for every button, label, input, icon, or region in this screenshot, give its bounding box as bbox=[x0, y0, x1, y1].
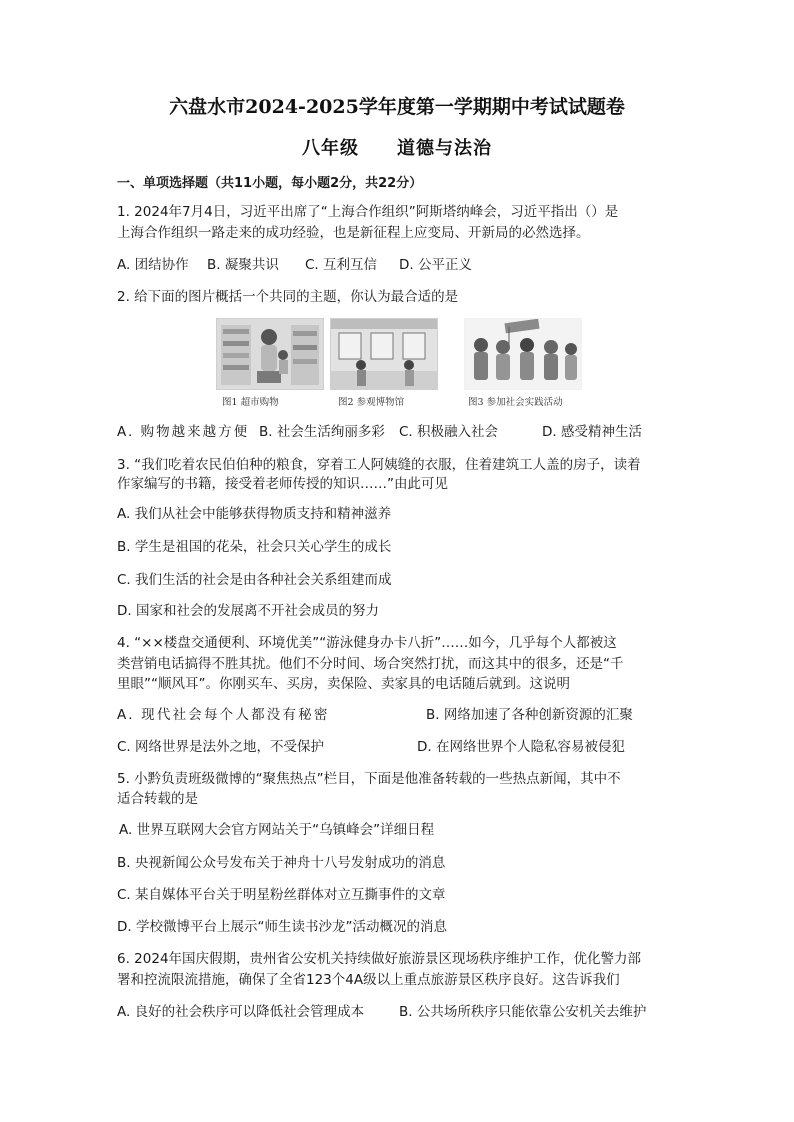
q6-option-b: B. 公共场所秩序只能依靠公安机关去维护 bbox=[399, 1004, 647, 1020]
grade-label: 八年级 bbox=[302, 138, 359, 159]
caption-figure-2: 图2 参观博物馆 bbox=[338, 397, 405, 408]
q4-line1: 4. “××楼盘交通便利、环境优美”“游泳健身办卡八折”……如今，几乎每个人都被这 bbox=[117, 635, 617, 651]
q2-figure-group bbox=[212, 318, 592, 410]
supermarket-image bbox=[216, 318, 324, 390]
q3-option-b: B. 学生是祖国的花朵，社会只关心学生的成长 bbox=[117, 539, 392, 555]
q5-line1: 5. 小黔负责班级微博的“聚焦热点”栏目，下面是他准备转载的一些热点新闻，其中不 bbox=[117, 771, 621, 787]
q2-option-d: D. 感受精神生活 bbox=[542, 424, 642, 440]
q1-line2: 上海合作组织一路走来的成功经验，也是新征程上应变局、开新局的必然选择。 bbox=[117, 225, 590, 241]
subject-label: 道德与法治 bbox=[397, 138, 492, 159]
social-practice-image bbox=[464, 318, 582, 390]
q5-option-b: B. 央视新闻公众号发布关于神舟十八号发射成功的消息 bbox=[117, 855, 446, 871]
q2-option-a: A. 购物越来越方便 bbox=[117, 424, 250, 440]
q2-line1: 2. 给下面的图片概括一个共同的主题，你认为最合适的是 bbox=[117, 289, 459, 305]
q1-option-a: A. 团结协作 bbox=[117, 257, 189, 273]
q4-line3: 里眼”“顺风耳”。你刚买车、买房，卖保险、卖家具的电话随后就到。这说明 bbox=[117, 676, 570, 692]
q2-option-b: B. 社会生活绚丽多彩 bbox=[259, 424, 385, 440]
q5-option-d: D. 学校微博平台上展示“师生读书沙龙”活动概况的消息 bbox=[117, 919, 447, 935]
q3-line1: 3. “我们吃着农民伯伯种的粮食，穿着工人阿姨缝的衣服，住着建筑工人盖的房子，读着 bbox=[117, 457, 641, 473]
q4-option-b: B. 网络加速了各种创新资源的汇聚 bbox=[426, 707, 633, 723]
q3-option-a: A. 我们从社会中能够获得物质支持和精神滋养 bbox=[117, 506, 392, 522]
caption-figure-3: 图3 参加社会实践活动 bbox=[468, 397, 563, 408]
q4-line2: 类营销电话搞得不胜其扰。他们不分时间、场合突然打扰，而这其中的很多，还是“千 bbox=[117, 656, 624, 672]
q3-option-c: C. 我们生活的社会是由各种社会关系组建而成 bbox=[117, 572, 392, 588]
q4-option-c: C. 网络世界是法外之地，不受保护 bbox=[117, 739, 325, 755]
q3-option-d: D. 国家和社会的发展离不开社会成员的努力 bbox=[117, 603, 379, 619]
q3-line2: 作家编写的书籍，接受着老师传授的知识……”由此可见 bbox=[117, 476, 448, 492]
q1-option-c: C. 互利互信 bbox=[305, 257, 378, 273]
q6-line2: 署和控流限流措施，确保了全省123个4A级以上重点旅游景区秩序良好。这告诉我们 bbox=[117, 972, 620, 988]
exam-title: 六盘水市2024-2025学年度第一学期期中考试试题卷 bbox=[169, 96, 625, 118]
q4-option-a: A. 现代社会每个人都没有秘密 bbox=[117, 707, 330, 723]
museum-image bbox=[330, 318, 438, 390]
q4-option-d: D. 在网络世界个人隐私容易被侵犯 bbox=[417, 739, 625, 755]
q6-option-a: A. 良好的社会秩序可以降低社会管理成本 bbox=[117, 1004, 365, 1020]
q2-option-c: C. 积极融入社会 bbox=[399, 424, 499, 440]
q5-option-a: A. 世界互联网大会官方网站关于“乌镇峰会”详细日程 bbox=[119, 822, 435, 838]
q1-line1: 1. 2024年7月4日，习近平出席了“上海合作组织”阿斯塔纳峰会，习近平指出（）是 bbox=[117, 204, 619, 220]
q1-option-b: B. 凝聚共识 bbox=[207, 257, 279, 273]
exam-subtitle bbox=[0, 134, 794, 160]
q1-option-d: D. 公平正义 bbox=[399, 257, 472, 273]
section-heading: 一、单项选择题（共11小题，每小题2分，共22分） bbox=[117, 176, 423, 191]
q5-line2: 适合转载的是 bbox=[117, 791, 198, 807]
caption-figure-1: 图1 超市购物 bbox=[222, 397, 279, 408]
q6-line1: 6. 2024年国庆假期，贵州省公安机关持续做好旅游景区现场秩序维护工作，优化警力部 bbox=[117, 951, 642, 967]
q5-option-c: C. 某自媒体平台关于明星粉丝群体对立互撕事件的文章 bbox=[117, 887, 446, 903]
